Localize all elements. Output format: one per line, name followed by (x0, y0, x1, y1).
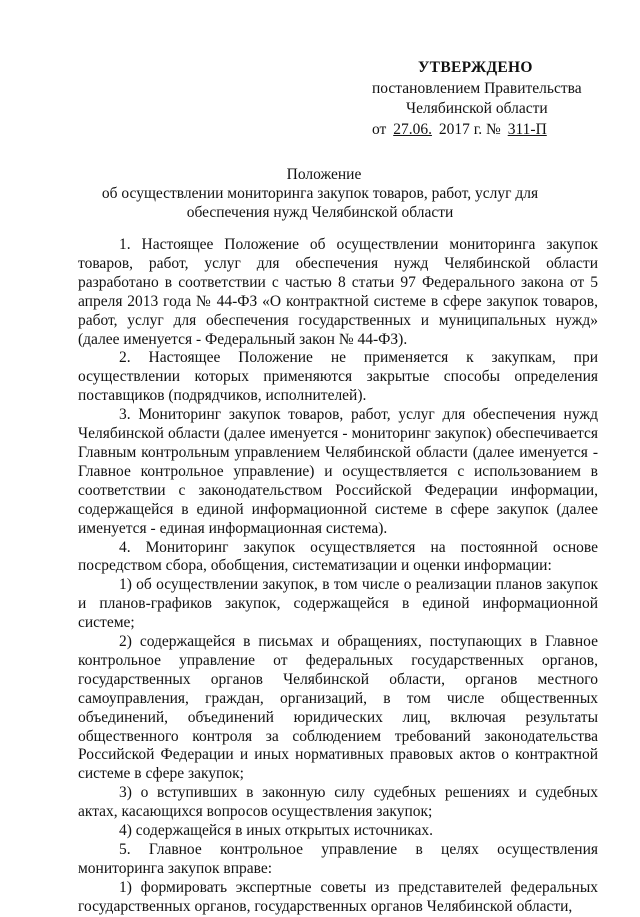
paragraph: 2. Настоящее Положение не применяется к закупкам, при осуществлении которых применяются закрытые способы определения поставщиков (подрядчиков, исполнителей). (78, 349, 598, 405)
paragraph: 1. Настоящее Положение об осуществлении мониторинга закупок товаров, работ, услуг для обеспечения нужд Челябинской области разработано в соответствии с частью 8 статьи 97 Федерального закона от 5 апреля 2013 года № 44-ФЗ «О контрактной системе в сфере закупок товаров, работ, услуг для обеспечения государственных и муниципальных нужд» (далее именуется - Федеральный закон № 44-ФЗ). (78, 236, 598, 348)
approval-year: 2017 г. № (438, 120, 501, 138)
paragraph: 4. Мониторинг закупок осуществляется на постоянной основе посредством сбора, обобщения, систематизации и оценки информации: (78, 538, 598, 575)
paragraph: 1) об осуществлении закупок, в том числе о реализации планов закупок и планов-графиков закупок, содержащейся в единой информационной системе; (78, 576, 598, 632)
approval-stamp (368, 58, 582, 140)
date-prefix: от (372, 120, 387, 138)
paragraph: 4) содержащейся в иных открытых источниках. (119, 822, 433, 840)
approval-line-2: Челябинской области (406, 100, 548, 117)
title-line-3: обеспечения нужд Челябинской области (186, 204, 454, 221)
paragraph: 1) формировать экспертные советы из представителей федеральных государственных органов, государственных органов Челябинской области, (78, 878, 598, 915)
approval-date-line (368, 120, 578, 141)
paragraph: 3) о вступивших в законную силу судебных решениях и судебных актах, касающихся вопросов осуществления закупок; (78, 784, 598, 821)
paragraph: 5. Главное контрольное управление в целях осуществления мониторинга закупок вправе: (78, 841, 598, 877)
approval-word: УТВЕРЖДЕНО (418, 59, 533, 76)
document-body (78, 236, 598, 917)
paragraph: 3. Мониторинг закупок товаров, работ, услуг для обеспечения нужд Челябинской области (далее именуется - мониторинг закупок) обеспечивается Главным контрольным управлением Челябинской области (далее именуется - Главное контрольное управление) и осуществляется с использованием в соответствии с законодательством Российской Федерации информации, содержащейся в единой информационной системе в сфере закупок (далее именуется - единая информационная система). (78, 406, 598, 537)
approval-line-1: постановлением Правительства (372, 79, 582, 97)
title-line-1: Положение (286, 166, 362, 183)
document-title (60, 165, 580, 222)
approval-number: 311-П (507, 120, 547, 138)
title-line-2: об осуществлении мониторинга закупок товаров, работ, услуг для (101, 185, 539, 202)
paragraph: 2) содержащейся в письмах и обращениях, поступающих в Главное контрольное управление от федеральных государственных органов, государственных органов Челябинской области, органов местного самоуправления, граждан, организаций, в том числе общественных объединений, объединений юридических лиц, включая результаты общественного контроля за соблюдением требований законодательства Российской Федерации и иных нормативных правовых актов о контрактной системе в сфере закупок; (78, 633, 598, 783)
approval-date: 27.06. (393, 120, 432, 138)
